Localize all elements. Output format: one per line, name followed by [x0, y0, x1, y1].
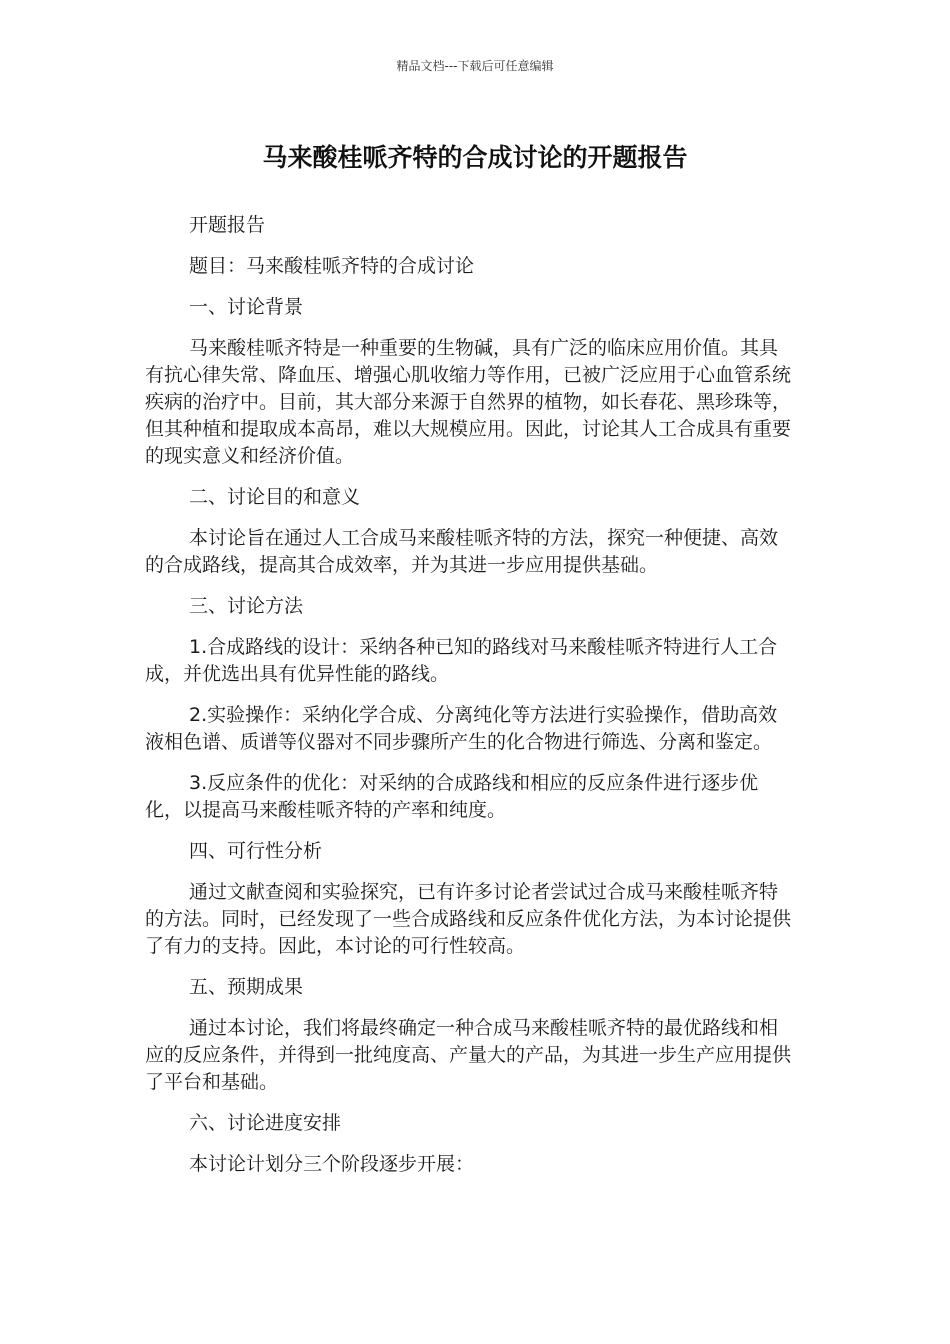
document-title: 马来酸桂哌齐特的合成讨论的开题报告	[262, 143, 688, 172]
section-heading-schedule: 六、讨论进度安排	[189, 1112, 342, 1134]
section-heading-feasibility: 四、可行性分析	[189, 840, 323, 862]
section-text-outcomes: 通过本讨论，我们将最终确定一种合成马来酸桂哌齐特的最优路线和相应的反应条件，并得到一批纯度高、产量大的产品，为其进一步生产应用提供了平台和基础。	[145, 1017, 792, 1093]
report-topic: 题目：马来酸桂哌齐特的合成讨论	[189, 255, 475, 277]
method-item-3: 3.反应条件的优化：对采纳的合成路线和相应的反应条件进行逐步优化，以提高马来酸桂哌齐特的产率和纯度。	[145, 772, 759, 821]
header-watermark: 精品文档---下载后可任意编辑	[396, 59, 554, 73]
section-text-background: 马来酸桂哌齐特是一种重要的生物碱，具有广泛的临床应用价值。其具有抗心律失常、降血压、增强心肌收缩力等作用，已被广泛应用于心血管系统疾病的治疗中。目前，其大部分来源于自然界的植物，如长春花、黑珍珠等，但其种植和提取成本高昂，难以大规模应用。因此，讨论其人工合成具有重要的现实意义和经济价值。	[145, 337, 792, 467]
method-item-2: 2.实验操作：采纳化学合成、分离纯化等方法进行实验操作，借助高效液相色谱、质谱等仪器对不同步骤所产生的化合物进行筛选、分离和鉴定。	[145, 704, 778, 753]
section-heading-background: 一、讨论背景	[189, 296, 304, 318]
section-text-schedule: 本讨论计划分三个阶段逐步开展：	[189, 1153, 475, 1175]
section-text-purpose: 本讨论旨在通过人工合成马来酸桂哌齐特的方法，探究一种便捷、高效的合成路线，提高其合成效率，并为其进一步应用提供基础。	[145, 527, 779, 576]
report-label: 开题报告	[189, 214, 266, 236]
document-body	[145, 212, 795, 1192]
section-text-feasibility: 通过文献查阅和实验探究，已有许多讨论者尝试过合成马来酸桂哌齐特的方法。同时，已经发现了一些合成路线和反应条件优化方法，为本讨论提供了有力的支持。因此，本讨论的可行性较高。	[145, 881, 792, 957]
method-item-1: 1.合成路线的设计：采纳各种已知的路线对马来酸桂哌齐特进行人工合成，并优选出具有优异性能的路线。	[145, 636, 778, 685]
section-heading-purpose: 二、讨论目的和意义	[189, 486, 361, 508]
section-heading-outcomes: 五、预期成果	[189, 976, 304, 998]
section-heading-method: 三、讨论方法	[189, 595, 304, 617]
